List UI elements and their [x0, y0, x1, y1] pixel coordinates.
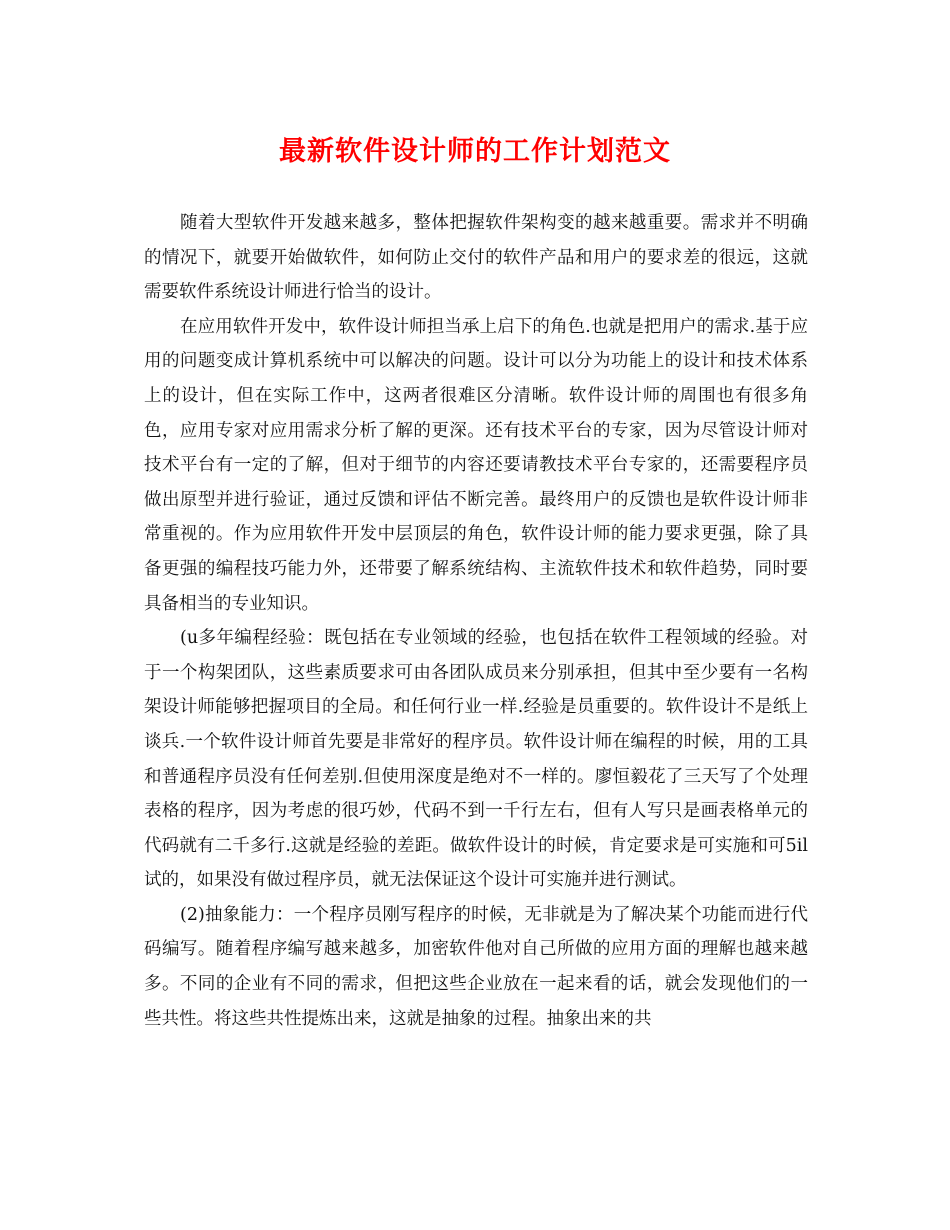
paragraph-role: 在应用软件开发中，软件设计师担当承上启下的角色.也就是把用户的需求.基于应用的问题变成计算机系统中可以解决的问题。设计可以分为功能上的设计和技术体系上的设计，但在实际工作中，这两者很难区分清晰。软件设计师的周围也有很多角色，应用专家对应用需求分析了解的更深。还有技术平台的专家，因为尽管设计师对技术平台有一定的了解，但对于细节的内容还要请教技术平台专家的，还需要程序员做出原型并进行验证，通过反馈和评估不断完善。最终用户的反馈也是软件设计师非常重视的。作为应用软件开发中层顶层的角色，软件设计师的能力要求更强，除了具备更强的编程技巧能力外，还带要了解系统结构、主流软件技术和软件趋势，同时要具备相当的专业知识。 — [144, 316, 808, 614]
paragraph-intro: 随着大型软件开发越来越多，整体把握软件架构变的越来越重要。需求并不明确的情况下，就要开始做软件，如何防止交付的软件产品和用户的要求差的很远，这就需要软件系统设计师进行恰当的设计。 — [144, 213, 808, 303]
paragraph-abstraction: (2)抽象能力：一个程序员刚写程序的时候，无非就是为了解决某个功能而进行代码编写。随着程序编写越来越多，加密软件他对自己所做的应用方面的理解也越来越多。不同的企业有不同的需求，但把这些企业放在一起来看的话，就会发现他们的一些共性。将这些共性提炼出来，这就是抽象的过程。抽象出来的共 — [144, 904, 808, 1029]
document-title: 最新软件设计师的工作计划范文 — [279, 136, 671, 167]
paragraph-experience: (u多年编程经验：既包括在专业领域的经验，也包括在软件工程领域的经验。对于一个构架团队，这些素质要求可由各团队成员来分别承担，但其中至少要有一名构架设计师能够把握项目的全局。和任何行业一样.经验是员重要的。软件设计不是纸上谈兵.一个软件设计师首先要是非常好的程序员。软件设计师在编程的时候，用的工具和普通程序员没有任何差别.但使用深度是绝对不一样的。廖恒毅花了三天写了个处理表格的程序，因为考虑的很巧妙，代码不到一千行左右，但有人写只是画表格单元的代码就有二千多行.这就是经验的差距。做软件设计的时候，肯定要求是可实施和可5il试的，如果没有做过程序员，就无法保证这个设计可实施并进行测试。 — [144, 628, 808, 891]
document-body — [144, 206, 808, 1036]
